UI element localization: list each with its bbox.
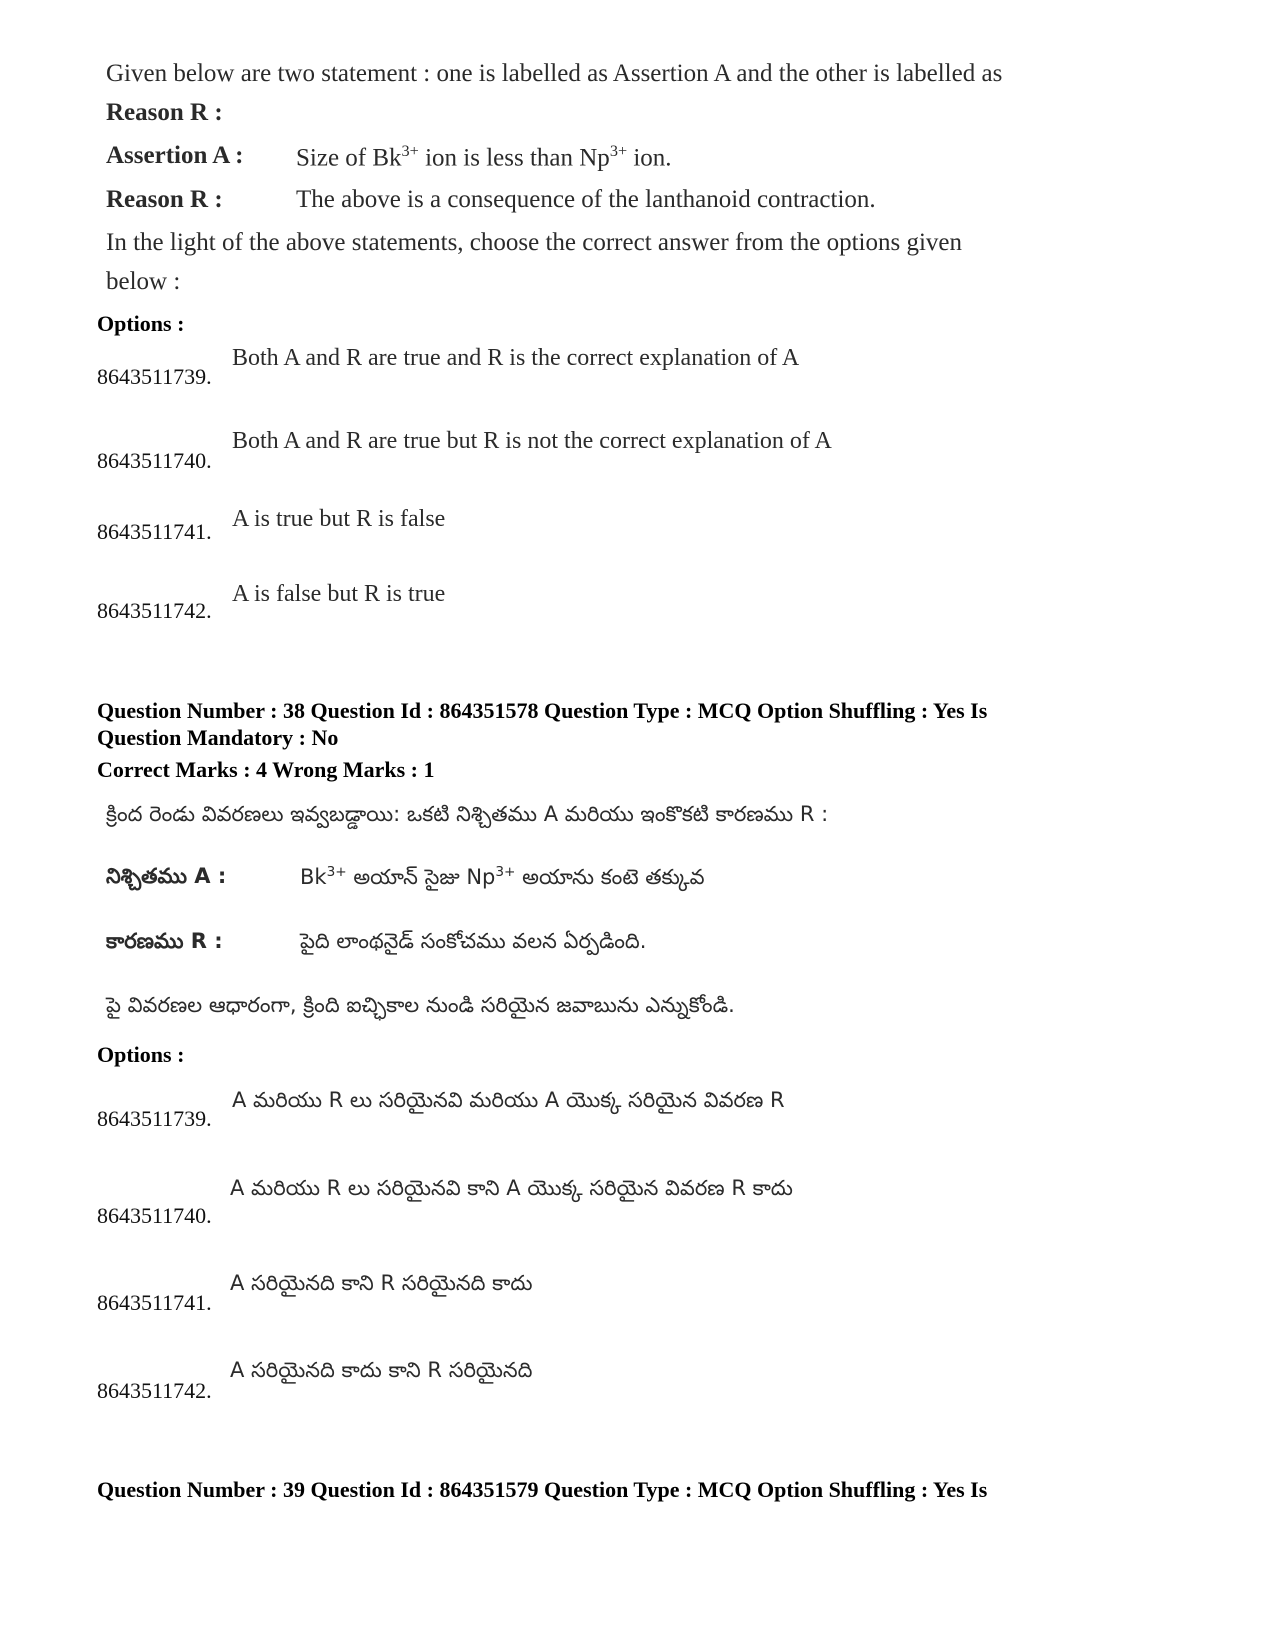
q38-reason — [106, 929, 646, 959]
q37-reason-label: Reason R : — [106, 186, 223, 213]
q38-option-text: A మరియు R లు సరియైనవి మరియు A యొక్క సరియైన వివరణ R — [232, 1088, 785, 1112]
q38-option-id: 8643511741. — [97, 1290, 212, 1315]
q38-assertion — [106, 864, 705, 895]
q37-option-text: A is true but R is false — [232, 506, 446, 532]
q38-option-id: 8643511739. — [97, 1106, 212, 1131]
q38-option-id: 8643511742. — [97, 1378, 212, 1403]
q38-header-line1: Question Number : 38 Question Id : 864351578 Question Type : MCQ Option Shuffling : Yes Is — [97, 698, 988, 723]
q37-intro-line2: Reason R : — [106, 99, 223, 126]
q37-assertion — [106, 142, 672, 172]
q39-header-line1: Question Number : 39 Question Id : 864351579 Question Type : MCQ Option Shuffling : Yes Is — [97, 1477, 988, 1502]
q37-option-id: 8643511742. — [97, 598, 212, 623]
q37-intro-line1: Given below are two statement : one is labelled as Assertion A and the other is labelled as — [106, 60, 1003, 87]
q37-light-line1: In the light of the above statements, choose the correct answer from the options given — [106, 229, 962, 256]
q38-assertion-text: $Bk^{3+}$ అయాన్ సైజు $Np^{3+}$ అయాను కంటె తక్కువ — [300, 864, 705, 889]
q38-option-text: A సరియైనది కాని R సరియైనది కాదు — [230, 1271, 533, 1295]
q38-option-id: 8643511740. — [97, 1203, 212, 1228]
q37-option-text: Both A and R are true and R is the correct explanation of A — [232, 345, 800, 371]
q38-marks: Correct Marks : 4 Wrong Marks : 1 — [97, 757, 435, 782]
q38-intro: క్రింద రెండు వివరణలు ఇవ్వబడ్డాయి: ఒకటి నిశ్చితము A మరియు ఇంకొకటి కారణము R : — [106, 802, 829, 826]
q37-option-id: 8643511739. — [97, 364, 212, 389]
q38-options-label: Options : — [97, 1042, 185, 1067]
q38-header-line2: Question Mandatory : No — [97, 725, 339, 750]
q37-option-id: 8643511740. — [97, 448, 212, 473]
q38-option-text: A సరియైనది కాదు కాని R సరియైనది — [230, 1358, 533, 1382]
q37-option-text: Both A and R are true but R is not the correct explanation of A — [232, 428, 832, 454]
q37-option-id: 8643511741. — [97, 519, 212, 544]
q37-options-label: Options : — [97, 311, 185, 336]
q38-reason-text: పైది లాంథనైడ్ సంకోచము వలన ఏర్పడింది. — [300, 929, 647, 953]
q37-assertion-text: Size of $Bk^{3+}$ ion is less than $Np^{3+}$ ion. — [296, 142, 672, 172]
q37-reason-text: The above is a consequence of the lanthanoid contraction. — [296, 186, 876, 213]
q38-reason-label: కారణము R : — [106, 929, 223, 953]
q38-light: పై వివరణల ఆధారంగా, క్రింది ఐచ్ఛికాల నుండి సరియైన జవాబును ఎన్నుకోండి. — [106, 993, 735, 1017]
q37-assertion-label: Assertion A : — [106, 142, 244, 169]
q37-reason — [106, 186, 876, 214]
q38-assertion-label: నిశ్చితము A : — [106, 864, 227, 888]
q37-option-text: A is false but R is true — [232, 581, 446, 607]
q38-option-text: A మరియు R లు సరియైనవి కాని A యొక్క సరియైన వివరణ R కాదు — [230, 1176, 793, 1200]
q37-light-line2: below : — [106, 268, 181, 295]
